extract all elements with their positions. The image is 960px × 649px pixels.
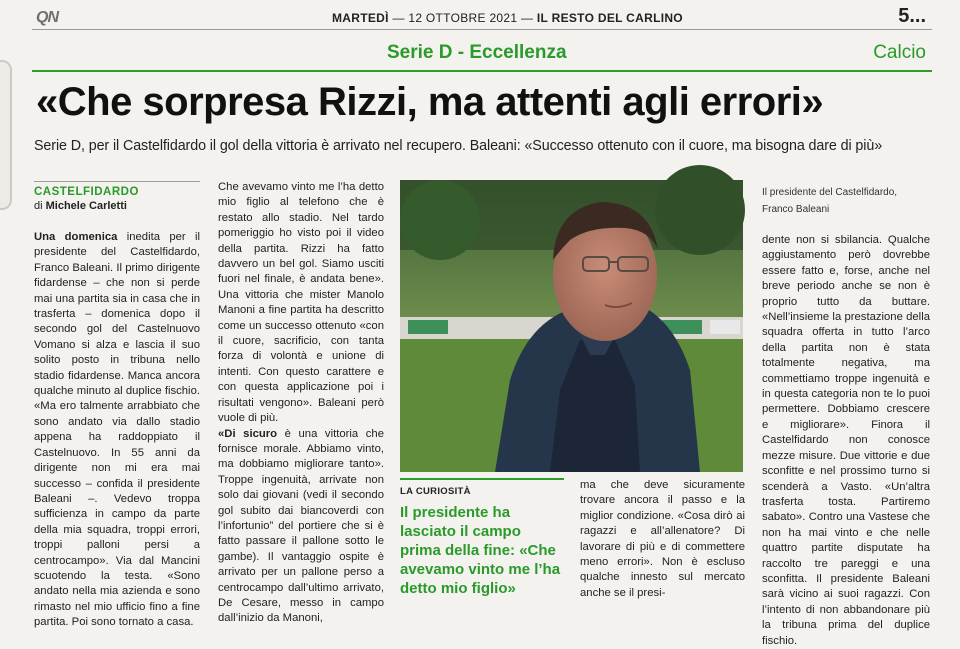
author-line [34, 200, 200, 212]
viewer-edge [0, 60, 12, 210]
photo-illustration [400, 180, 743, 472]
curiosity-label: LA CURIOSITÀ [400, 486, 471, 497]
masthead [32, 6, 932, 30]
lead-in-1: Una domenica [34, 231, 118, 243]
column-2-text-b: è una vittoria che fornisce morale. Abbiamo vinto, ma dobbiamo migliorare tanto». Troppe ingenuità, arrivate non solo dai giovani (vedi il secondo gol subito dai biancoverdi con l’infortunio” del portiere che si è fatto passare il pallone sotto le gambe). Il vantaggio ospite è arrivato per un pallone perso a centrocampo dall’ultimo arrivato, De Cesare, messo in campo dall’inizio da Manoni, [218, 427, 384, 625]
date-label: — 12 OTTOBRE 2021 — [392, 11, 534, 25]
article-column-2 [218, 180, 384, 627]
curiosity-text: Il presidente ha lasciato il campo prima della fine: «Che avevamo vinto me l’ha detto mio figlio» [400, 504, 561, 597]
article-column-4 [762, 233, 930, 649]
dateline-place: CASTELFIDARDO [34, 186, 139, 198]
page-number: 5... [898, 5, 926, 27]
article-headline: «Che sorpresa Rizzi, ma attenti agli errori» [36, 80, 824, 124]
newspaper-name: IL RESTO DEL CARLINO [536, 11, 683, 25]
article-column-1 [34, 230, 200, 631]
section-category: Calcio [873, 42, 926, 63]
curiosity-box [400, 478, 564, 598]
byline [34, 181, 200, 212]
president-photo [400, 180, 743, 472]
lead-in-2: «Di sicuro [218, 427, 278, 440]
day-label: MARTEDÌ [332, 11, 389, 25]
dateline [332, 11, 683, 25]
column-1-text: inedita per il presidente del Castelfidardo, Franco Baleani. Il primo dirigente fidardense – che non si perde mai una partita sia in casa che in trasferta – domenica dopo il secondo gol del Castelnuovo Vomano si alza e lascia il suo solito posto in tribuna nello stadio fidardense. Manca ancora qualche minuto al duplice fischio. «Ma ero talmente arrabbiato che sono andato via dallo stadio appena ha raddoppiato il Castelnuovo. In 55 anni da dirigente non mi era mai successo – confida il presidente Baleani –. Vedevo troppa sufficienza in campo da parte della mia squadra, troppi errori, troppi palloni persi a centrocampo». Via dal Mancini scuotendo la testa. «Sono andato nella mia azienda e sono rimasto nel mio ufficio fino a fine partita. Poi sono tornato a casa. [34, 231, 200, 629]
newspaper-logo: QN [36, 9, 58, 26]
section-bar [32, 34, 932, 72]
photo-caption: Il presidente del Castelfidardo, Franco Baleani [762, 187, 898, 215]
column-2-text: Che avevamo vinto me l’ha detto mio figlio al telefono che è restato allo stadio. Nel tardo pomeriggio ho visto poi il video della partita. Rizzi ha fatto davvero un bel gol. Siamo usciti fuori nel finale, è andata bene». Una vittoria che mister Manolo Manoni a fine partita ha descritto come un successo ottenuto «con il cuore, sacrificio, con tanta forza di volontà e unione di intenti. Con questo carattere e con questa applicazione poi i risultati vengono». Baleani però vuole di più. [218, 181, 384, 425]
article-subhead: Serie D, per il Castelfidardo il gol della vittoria è arrivato nel recupero. Baleani: «Successo ottenuto con il cuore, ma bisogna dare di più» [34, 138, 883, 154]
column-4-text: dente non si sbilancia. Qualche aggiustamento però dovrebbe essere fatto e, forse, anche nel breve periodo anche se non è proprio tutto da buttare. «Nell’insieme la prestazione della squadra offerta in tutto l’arco della partita non è stata totalmente negativa, ma commettiamo troppe ingenuità e in questa categoria non te lo puoi permettere. Dobbiamo crescere e migliorare». Finora il Castelfidardo non conosce mezze misure. Due vittorie e due sconfitte e nel prossimo turno si scenderà a Vasto. «Un’altra trasferta tosta. Partiremo sabato». Contro una Vastese che non ha mai vinto e che nelle quattro partite disputate ha raccolto tre pareggi e una sconfitta. Il presidente Baleani sarà vicino ai suoi ragazzi. Con l’intento di non abbandonare più la tribuna prima del duplice fischio. [762, 234, 930, 647]
section-title: Serie D - Eccellenza [387, 42, 567, 63]
author-prefix: di [34, 200, 46, 212]
column-3-text: ma che deve sicuramente trovare ancora il passo e la miglior condizione. «Cosa dirò ai ragazzi e all’allenatore? Di lavorare di più e di commettere meno errori». Non è escluso qualche innesto sul mercato anche se il presi- [580, 479, 745, 599]
author-name: Michele Carletti [45, 200, 127, 212]
article-column-3 [580, 478, 745, 601]
